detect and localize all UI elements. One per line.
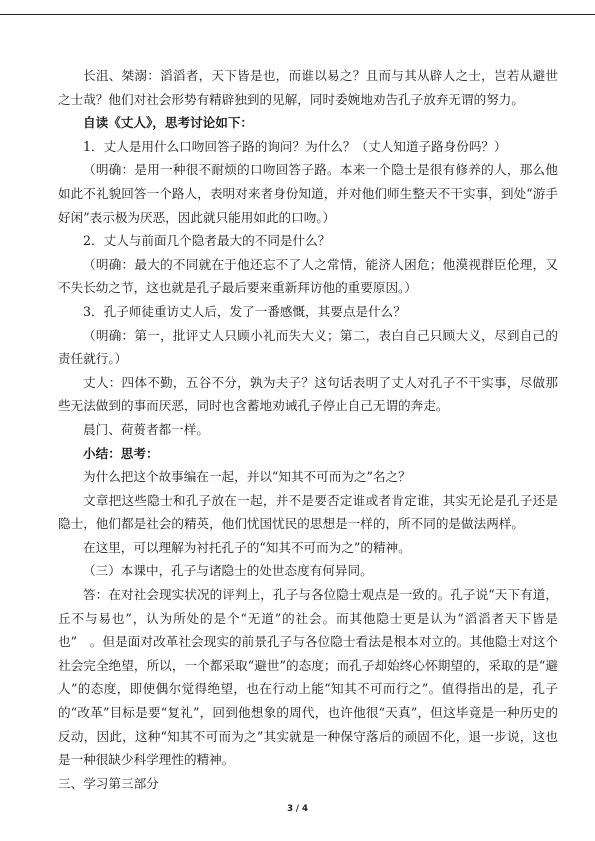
part-3-heading: 三、学习第三部分 xyxy=(58,775,159,791)
subsection-3-heading: （三）本课中，孔子与诸隐士的处世态度有何异同。 xyxy=(83,563,373,579)
question-3: 3．孔子师徒重访丈人后，发了一番感慨，其要点是什么？ xyxy=(83,303,406,319)
answer-1: （明确：是用一种很不耐烦的口吻回答子路。本来一个隐士是很有修养的人，那么他如此不礼貌回答一个路人，表明对来者身份知道，并对他们师生整天不干实事，到处“游手好闲”表示极为厌恶，因此就只能用如此的口吻。） xyxy=(58,162,558,225)
header-rule xyxy=(0,14,595,15)
summary-answer: 文章把这些隐士和孔子放在一起，并不是要否定谁或者肯定谁，其实无论是孔子还是隐士，他们都是社会的精英，他们忧国忧民的思想是一样的，所不同的是做法两样。 xyxy=(58,492,558,532)
subsection-3-answer: 答：在对社会现实状况的评判上，孔子与各位隐士观点是一致的。孔子说“天下有道，丘不与易也”，认为所处的是个“无道”的社会。而其他隐士更是认为“滔滔者天下皆是也” 。但是面对改革社会现实的前景孔子与各位隐士看法是根本对立的。其他隐士对这个社会完全绝望，所以，一个都采取“避世”的态度；而孔子却始终心怀期望的，采取的是“避人”的态度，即使偶尔觉得绝望，也在行动上能“知其不可而行之”。值得指出的是，孔子的“改革”目标是要“复礼”，回到他想象的周代，也许他很“天真”，但这毕竟是一种历史的反动，因此，这种“知其不可而为之”其实就是一种保守落后的顽固不化，退一步说，这也是一种很缺少科学理性的精神。 xyxy=(58,587,558,768)
paragraph-zhangren-quote: 丈人：四体不勤，五谷不分，孰为夫子？这句话表明了丈人对孔子不干实事，尽做那些无法做到的事而厌恶，同时也含蓄地劝诫孔子停止自己无谓的奔走。 xyxy=(58,374,558,414)
summary-question: 为什么把这个故事编在一起，并以“知其不可而为之”名之？ xyxy=(83,469,411,485)
paragraph-chenmen: 晨门、荷蒉者都一样。 xyxy=(83,421,209,437)
question-2: 2．丈人与前面几个隐者最大的不同是什么？ xyxy=(83,233,331,249)
paragraph-quote-changju: 长沮、桀溺：滔滔者，天下皆是也，而谁以易之？且而与其从辟人之士，岂若从避世之士哉？他们对社会形势有精辟独到的见解，同时委婉地劝告孔子放弃无谓的努力。 xyxy=(58,68,558,107)
body-text xyxy=(58,64,558,795)
answer-3: （明确：第一，批评丈人只顾小礼而失大义；第二，表白自己只顾大义，尽到自己的责任就行。） xyxy=(58,327,558,367)
summary-conclusion: 在这里，可以理解为衬托孔子的“知其不可而为之”的精神。 xyxy=(83,539,411,555)
question-1: 1．丈人是用什么口吻回答子路的询问？为什么？（丈人知道子路身份吗？） xyxy=(83,138,507,154)
answer-2: （明确：最大的不同就在于他还忘不了人之常情，能济人困危；他漠视群臣伦理，又不失长幼之节，这也就是孔子最后要来重新拜访他的重要原因。） xyxy=(58,256,558,296)
page-number: 3 / 4 xyxy=(287,804,308,814)
section-heading-zhangren: 自读《丈人》，思考讨论如下： xyxy=(83,115,254,131)
summary-heading: 小结：思考： xyxy=(83,445,159,461)
